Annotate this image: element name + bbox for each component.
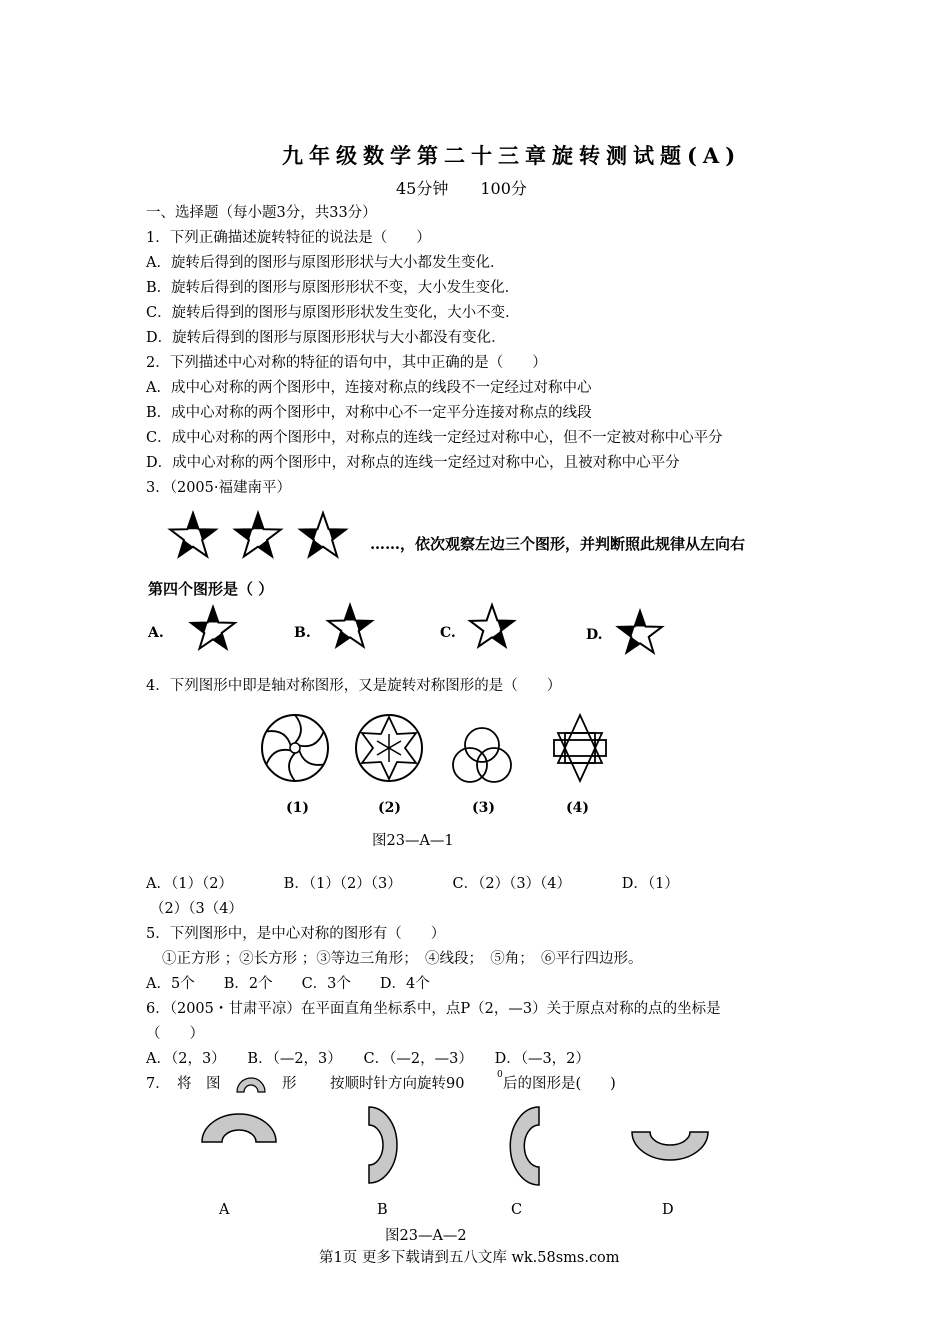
page-subtitle: 45分钟 100分 xyxy=(396,179,527,198)
q2-option-a: A．成中心对称的两个图形中，连接对称点的线段不一定经过对称中心 xyxy=(146,380,592,396)
star-option-d-icon xyxy=(618,611,662,653)
star-figure-3-icon xyxy=(300,513,346,556)
q2-option-d: D．成中心对称的两个图形中，对称点的连线一定经过对称中心，且被对称中心平分 xyxy=(146,455,680,471)
q4-figure-caption: 图23—A—1 xyxy=(372,833,454,849)
star-option-c-icon xyxy=(470,605,514,647)
q7-option-b-shape xyxy=(360,1103,420,1193)
q3-fourth-label: 第四个图形是（ ） xyxy=(148,580,274,598)
q4-figure-3 xyxy=(448,715,528,795)
half-ring-up-icon xyxy=(202,1114,276,1142)
q4-label-3: (3) xyxy=(472,800,495,816)
q3-option-d-star xyxy=(612,606,668,662)
q4-label-1: (1) xyxy=(286,800,309,816)
hexagram-circle-icon xyxy=(356,715,422,781)
page-footer: 第1页 更多下载请到五八文库 wk.58sms.com xyxy=(319,1250,620,1266)
trefoil-icon xyxy=(453,728,511,782)
half-ring-left-icon xyxy=(510,1107,539,1185)
q6-stem-cont: （ ） xyxy=(146,1026,204,1042)
q4-label-4: (4) xyxy=(566,800,589,816)
star-figure-2-icon xyxy=(235,513,281,556)
q4-label-2: (2) xyxy=(378,800,401,816)
q4-stem: 4．下列图形中即是轴对称图形，又是旋转对称图形的是（ ） xyxy=(146,678,562,694)
q2-option-c: C．成中心对称的两个图形中，对称点的连线一定经过对称中心，但不一定被对称中心平分 xyxy=(146,430,723,446)
q7-stem-b: 形 xyxy=(282,1076,297,1092)
q3-option-a-label: A. xyxy=(148,625,164,641)
q7-option-d-shape xyxy=(628,1122,718,1182)
octagram-icon xyxy=(554,715,606,781)
q1-stem: 1．下列正确描述旋转特征的说法是（ ） xyxy=(146,230,431,246)
q3-instruction: ……，依次观察左边三个图形，并判断照此规律从左向右 xyxy=(370,535,746,553)
q5-stem: 5．下列图形中，是中心对称的图形有（ ） xyxy=(146,926,446,942)
star-option-a-icon xyxy=(191,607,235,649)
section-heading: 一、选择题（每小题3分，共33分） xyxy=(146,205,377,221)
q7-stem-c: 按顺时针方向旋转90 xyxy=(330,1076,465,1092)
q7-label-c: C xyxy=(511,1202,523,1218)
q3-option-c-label: C. xyxy=(440,625,456,641)
star-figure-1-icon xyxy=(170,513,216,556)
q7-label-a: A xyxy=(219,1202,230,1218)
q4-figure-4 xyxy=(545,710,625,790)
page-title: 九年级数学第二十三章旋转测试题(A) xyxy=(282,143,742,168)
q3-stem: 3．（2005·福建南平） xyxy=(146,480,291,496)
q1-option-d: D．旋转后得到的图形与原图形形状与大小都没有变化． xyxy=(146,330,506,346)
q7-inline-shape xyxy=(233,1074,273,1098)
q4-options-line2: （2）（3（4） xyxy=(150,901,243,917)
half-ring-right-icon xyxy=(369,1107,397,1183)
q7-stem-d: 后的图形是( ) xyxy=(503,1076,616,1092)
q1-option-c: C．旋转后得到的图形与原图形形状发生变化，大小不变． xyxy=(146,305,520,321)
q4-options-line1: A．（1）（2） B．（1）（2）（3） C．（2）（3）（4） D．（1） xyxy=(146,876,679,892)
pinwheel-circle-icon xyxy=(262,715,328,781)
q2-stem: 2．下列描述中心对称的特征的语句中，其中正确的是（ ） xyxy=(146,355,547,371)
q5-options: A．5个 B．2个 C．3个 D．4个 xyxy=(146,976,430,992)
q1-option-b: B．旋转后得到的图形与原图形形状不变，大小发生变化． xyxy=(146,280,520,296)
half-ring-down-icon xyxy=(632,1132,708,1160)
q3-option-a-star xyxy=(185,602,241,658)
q7-label-b: B xyxy=(377,1202,388,1218)
q3-sequence-stars xyxy=(160,508,370,568)
q1-option-a: A．旋转后得到的图形与原图形形状与大小都发生变化． xyxy=(146,255,505,271)
q6-stem: 6．（2005・甘肃平凉）在平面直角坐标系中，点P（2，—3）关于原点对称的点的坐标是 xyxy=(146,1001,721,1017)
q3-option-d-label: D. xyxy=(586,627,603,643)
q7-option-a-shape xyxy=(196,1110,286,1170)
q5-items: ①正方形 ；②长方形 ；③等边三角形； ④线段； ⑤角； ⑥平行四边形。 xyxy=(162,951,643,967)
q3-option-b-label: B. xyxy=(294,625,311,641)
half-ring-inline-icon xyxy=(237,1078,265,1092)
star-option-b-icon xyxy=(328,605,372,647)
q7-stem-a: 7． 将 图 xyxy=(146,1076,221,1092)
q4-figure-1 xyxy=(260,711,340,791)
q6-options: A．（2，3） B．（—2，3） C．（—2，—3） D．（—3，2） xyxy=(146,1051,590,1067)
q2-option-b: B．成中心对称的两个图形中，对称中心不一定平分连接对称点的线段 xyxy=(146,405,592,421)
q7-figure-caption: 图23—A—2 xyxy=(385,1228,467,1244)
q7-option-c-shape xyxy=(495,1103,555,1193)
q7-degree-superscript: 0 xyxy=(497,1070,503,1080)
q7-label-d: D xyxy=(662,1202,674,1218)
q3-option-b-star xyxy=(322,600,378,656)
q4-figure-2 xyxy=(354,711,434,791)
q3-option-c-star xyxy=(464,600,520,656)
